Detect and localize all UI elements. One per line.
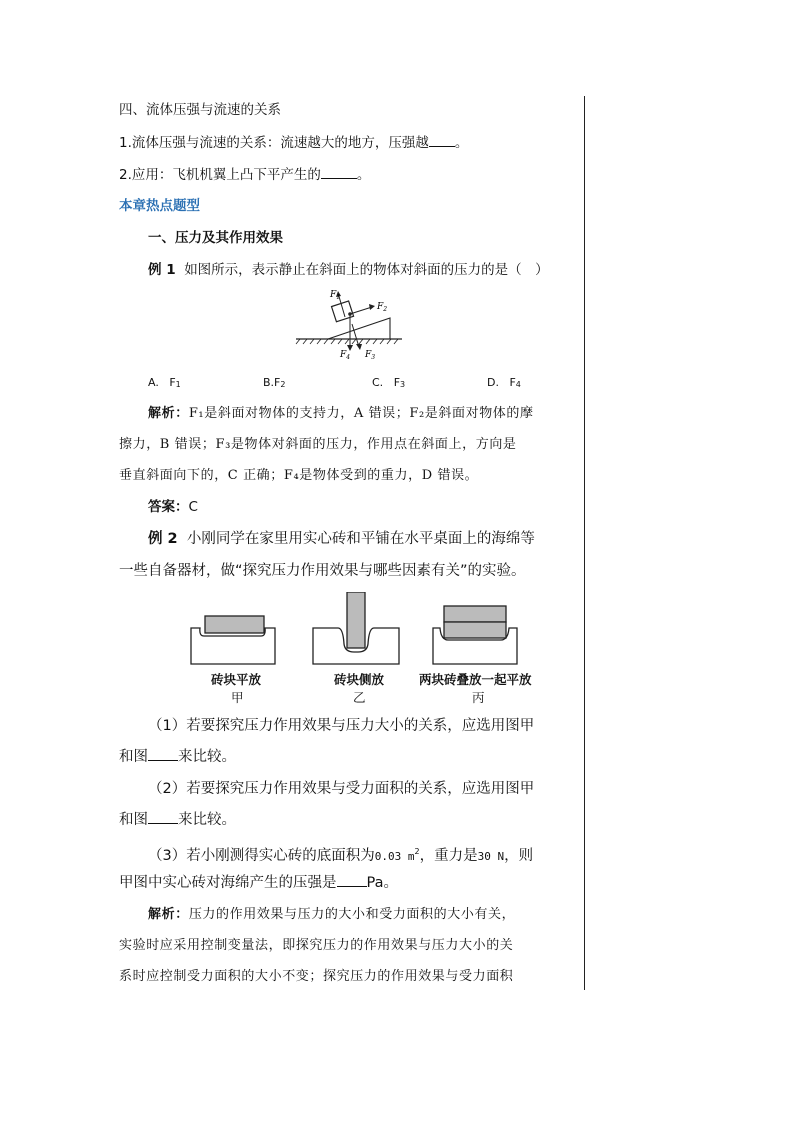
option-c[interactable]: C. F3: [372, 376, 406, 389]
answer: 答案：C: [148, 499, 198, 515]
analysis-line: 系时应控制受力面积的大小不变；探究压力的作用效果与受力面积: [119, 969, 514, 984]
figure-bing: [433, 606, 517, 664]
section-item-2: 2.应用：飞机机翼上凸下平产生的 。: [119, 167, 371, 183]
figure-jia: [191, 616, 275, 664]
analysis-line: 解析：F₁是斜面对物体的支持力，A 错误；F₂是斜面对物体的摩: [148, 406, 534, 421]
question-2-cont: 和图 来比较。: [119, 812, 236, 828]
analysis-line: 垂直斜面向下的，C 正确；F₄是物体受到的重力，D 错误。: [119, 468, 479, 483]
section-item-1: 1.流体压强与流速的关系：流速越大的地方，压强越 。: [119, 135, 469, 151]
answer-blank[interactable]: [337, 874, 367, 887]
analysis-line: 擦力，B 错误；F₃是物体对斜面的压力，作用点在斜面上，方向是: [119, 437, 517, 452]
label-f2: $F_2$: [377, 302, 388, 313]
question-3-cont: 甲图中实心砖对海绵产生的压强是 Pa。: [119, 875, 398, 891]
answer-blank[interactable]: [321, 166, 357, 179]
section-heading: 四、流体压强与流速的关系: [119, 102, 281, 118]
example-2-intro: 例 2 小刚同学在家里用实心砖和平铺在水平桌面上的海绵等: [148, 531, 535, 547]
figure-caption: 两块砖叠放一起平放: [419, 672, 532, 687]
question-3: （3）若小刚测得实心砖的底面积为0.03 $m^2$，重力是30 N，则: [148, 847, 534, 864]
label-f4: $F_4$: [340, 350, 351, 361]
figure-tag: 甲: [231, 690, 244, 705]
option-b[interactable]: B.F2: [263, 376, 286, 389]
analysis-line: 实验时应采用控制变量法，即探究压力的作用效果与压力大小的关: [119, 938, 514, 953]
example-2-intro-cont: 一些自备器材，做“探究压力作用效果与哪些因素有关”的实验。: [119, 563, 526, 579]
answer-blank[interactable]: [148, 811, 178, 824]
figure-tag: 丙: [472, 690, 485, 705]
brick: [444, 622, 506, 638]
answer-blank[interactable]: [148, 748, 178, 761]
label-f1: $F_1$: [330, 290, 341, 301]
incline-force-diagram: [290, 283, 410, 365]
option-d[interactable]: D. F4: [487, 376, 521, 389]
topic-heading: 一、压力及其作用效果: [148, 230, 283, 246]
figure-caption: 砖块侧放: [334, 672, 385, 687]
example-1-question: 例 1 如图所示，表示静止在斜面上的物体对斜面的压力的是（ ）: [148, 262, 549, 278]
hot-topics-heading: 本章热点题型: [119, 198, 200, 214]
brick: [205, 616, 264, 633]
analysis-line: 解析：压力的作用效果与压力的大小和受力面积的大小有关，: [148, 907, 516, 922]
figure-yi: [313, 592, 399, 664]
figure-tag: 乙: [353, 690, 366, 705]
option-a[interactable]: A. F1: [148, 376, 181, 389]
question-1-cont: 和图 来比较。: [119, 749, 236, 765]
right-margin-rule: [584, 96, 585, 990]
question-2: （2）若要探究压力作用效果与受力面积的关系，应选用图甲: [148, 781, 535, 797]
question-1: （1）若要探究压力作用效果与压力大小的关系，应选用图甲: [148, 718, 535, 734]
answer-blank[interactable]: [429, 134, 455, 147]
brick: [444, 606, 506, 622]
brick: [347, 592, 365, 648]
figure-caption: 砖块平放: [211, 672, 262, 687]
label-f3: $F_3$: [365, 350, 376, 361]
